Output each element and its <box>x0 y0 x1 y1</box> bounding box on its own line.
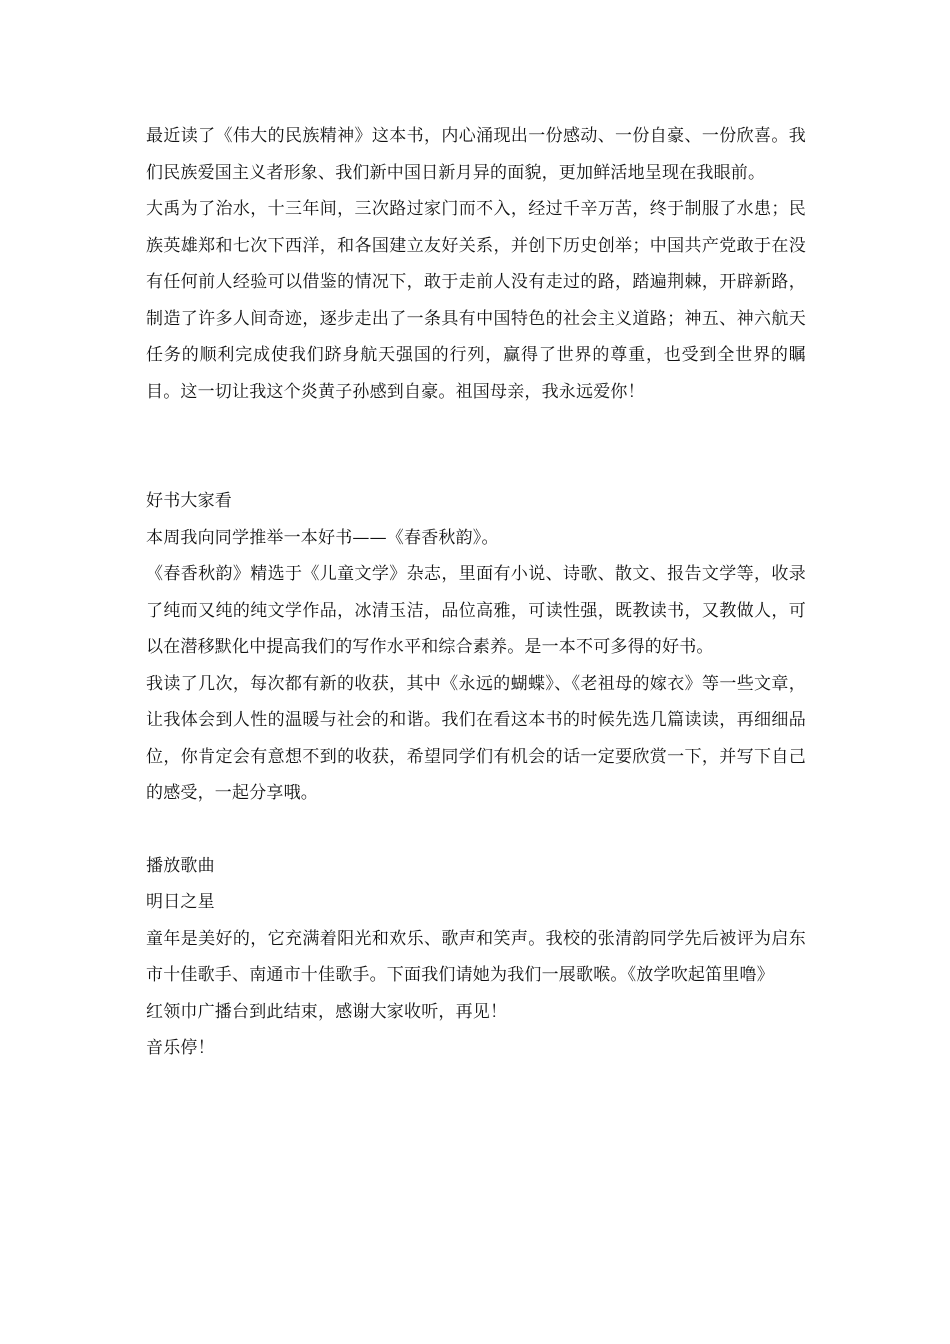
review-paragraph-1: 最近读了《伟大的民族精神》这本书，内心涌现出一份感动、一份自豪、一份欣喜。我们民族爱国主义者形象、我们新中国日新月异的面貌，更加鲜活地呈现在我眼前。 <box>146 126 806 183</box>
music-stop-line: 音乐停！ <box>146 1038 215 1058</box>
song-subheading: 明日之星 <box>146 892 215 912</box>
document-page <box>146 118 806 1067</box>
section-spacer <box>146 812 806 848</box>
section-spacer <box>146 410 806 483</box>
book-heading: 好书大家看 <box>146 491 232 511</box>
book-paragraph-1: 《春香秋韵》精选于《儿童文学》杂志，里面有小说、诗歌、散文、报告文学等，收录了纯而又纯的纯文学作品，冰清玉洁，品位高雅，可读性强，既教读书，又教做人，可以在潜移默化中提高我们的写作水平和综合素养。是一本不可多得的好书。 <box>146 564 806 657</box>
song-heading: 播放歌曲 <box>146 855 215 876</box>
book-intro: 本周我向同学推举一本好书——《春香秋韵》。 <box>146 527 499 548</box>
review-paragraph-2: 大禹为了治水，十三年间，三次路过家门而不入，经过千辛万苦，终于制服了水患；民族英雄郑和七次下西洋，和各国建立友好关系，并创下历史创举；中国共产党敢于在没有任何前人经验可以借鉴的情况下，敢于走前人没有走过的路，踏遍荆棘，开辟新路，制造了许多人间奇迹，逐步走出了一条具有中国特色的社会主义道路；神五、神六航天任务的顺利完成使我们跻身航天强国的行列，赢得了世界的尊重，也受到全世界的瞩目。这一切让我这个炎黄子孙感到自豪。祖国母亲，我永远爱你！ <box>146 199 806 402</box>
song-section <box>146 848 806 1067</box>
song-paragraph: 童年是美好的，它充满着阳光和欢乐、歌声和笑声。我校的张清韵同学先后被评为启东市十佳歌手、南通市十佳歌手。下面我们请她为我们一展歌喉。《放学吹起笛里噜》 <box>146 928 806 985</box>
book-paragraph-2: 我读了几次，每次都有新的收获，其中《永远的蝴蝶》、《老祖母的嫁衣》等一些文章，让我体会到人性的温暖与社会的和谐。我们在看这本书的时候先选几篇读读，再细细品位，你肯定会有意想不到的收获，希望同学们有机会的话一定要欣赏一下，并写下自己的感受，一起分享哦。 <box>146 673 806 803</box>
review-section <box>146 118 806 410</box>
book-section <box>146 483 806 812</box>
closing-line: 红领巾广播台到此结束，感谢大家收听，再见！ <box>146 1001 508 1022</box>
